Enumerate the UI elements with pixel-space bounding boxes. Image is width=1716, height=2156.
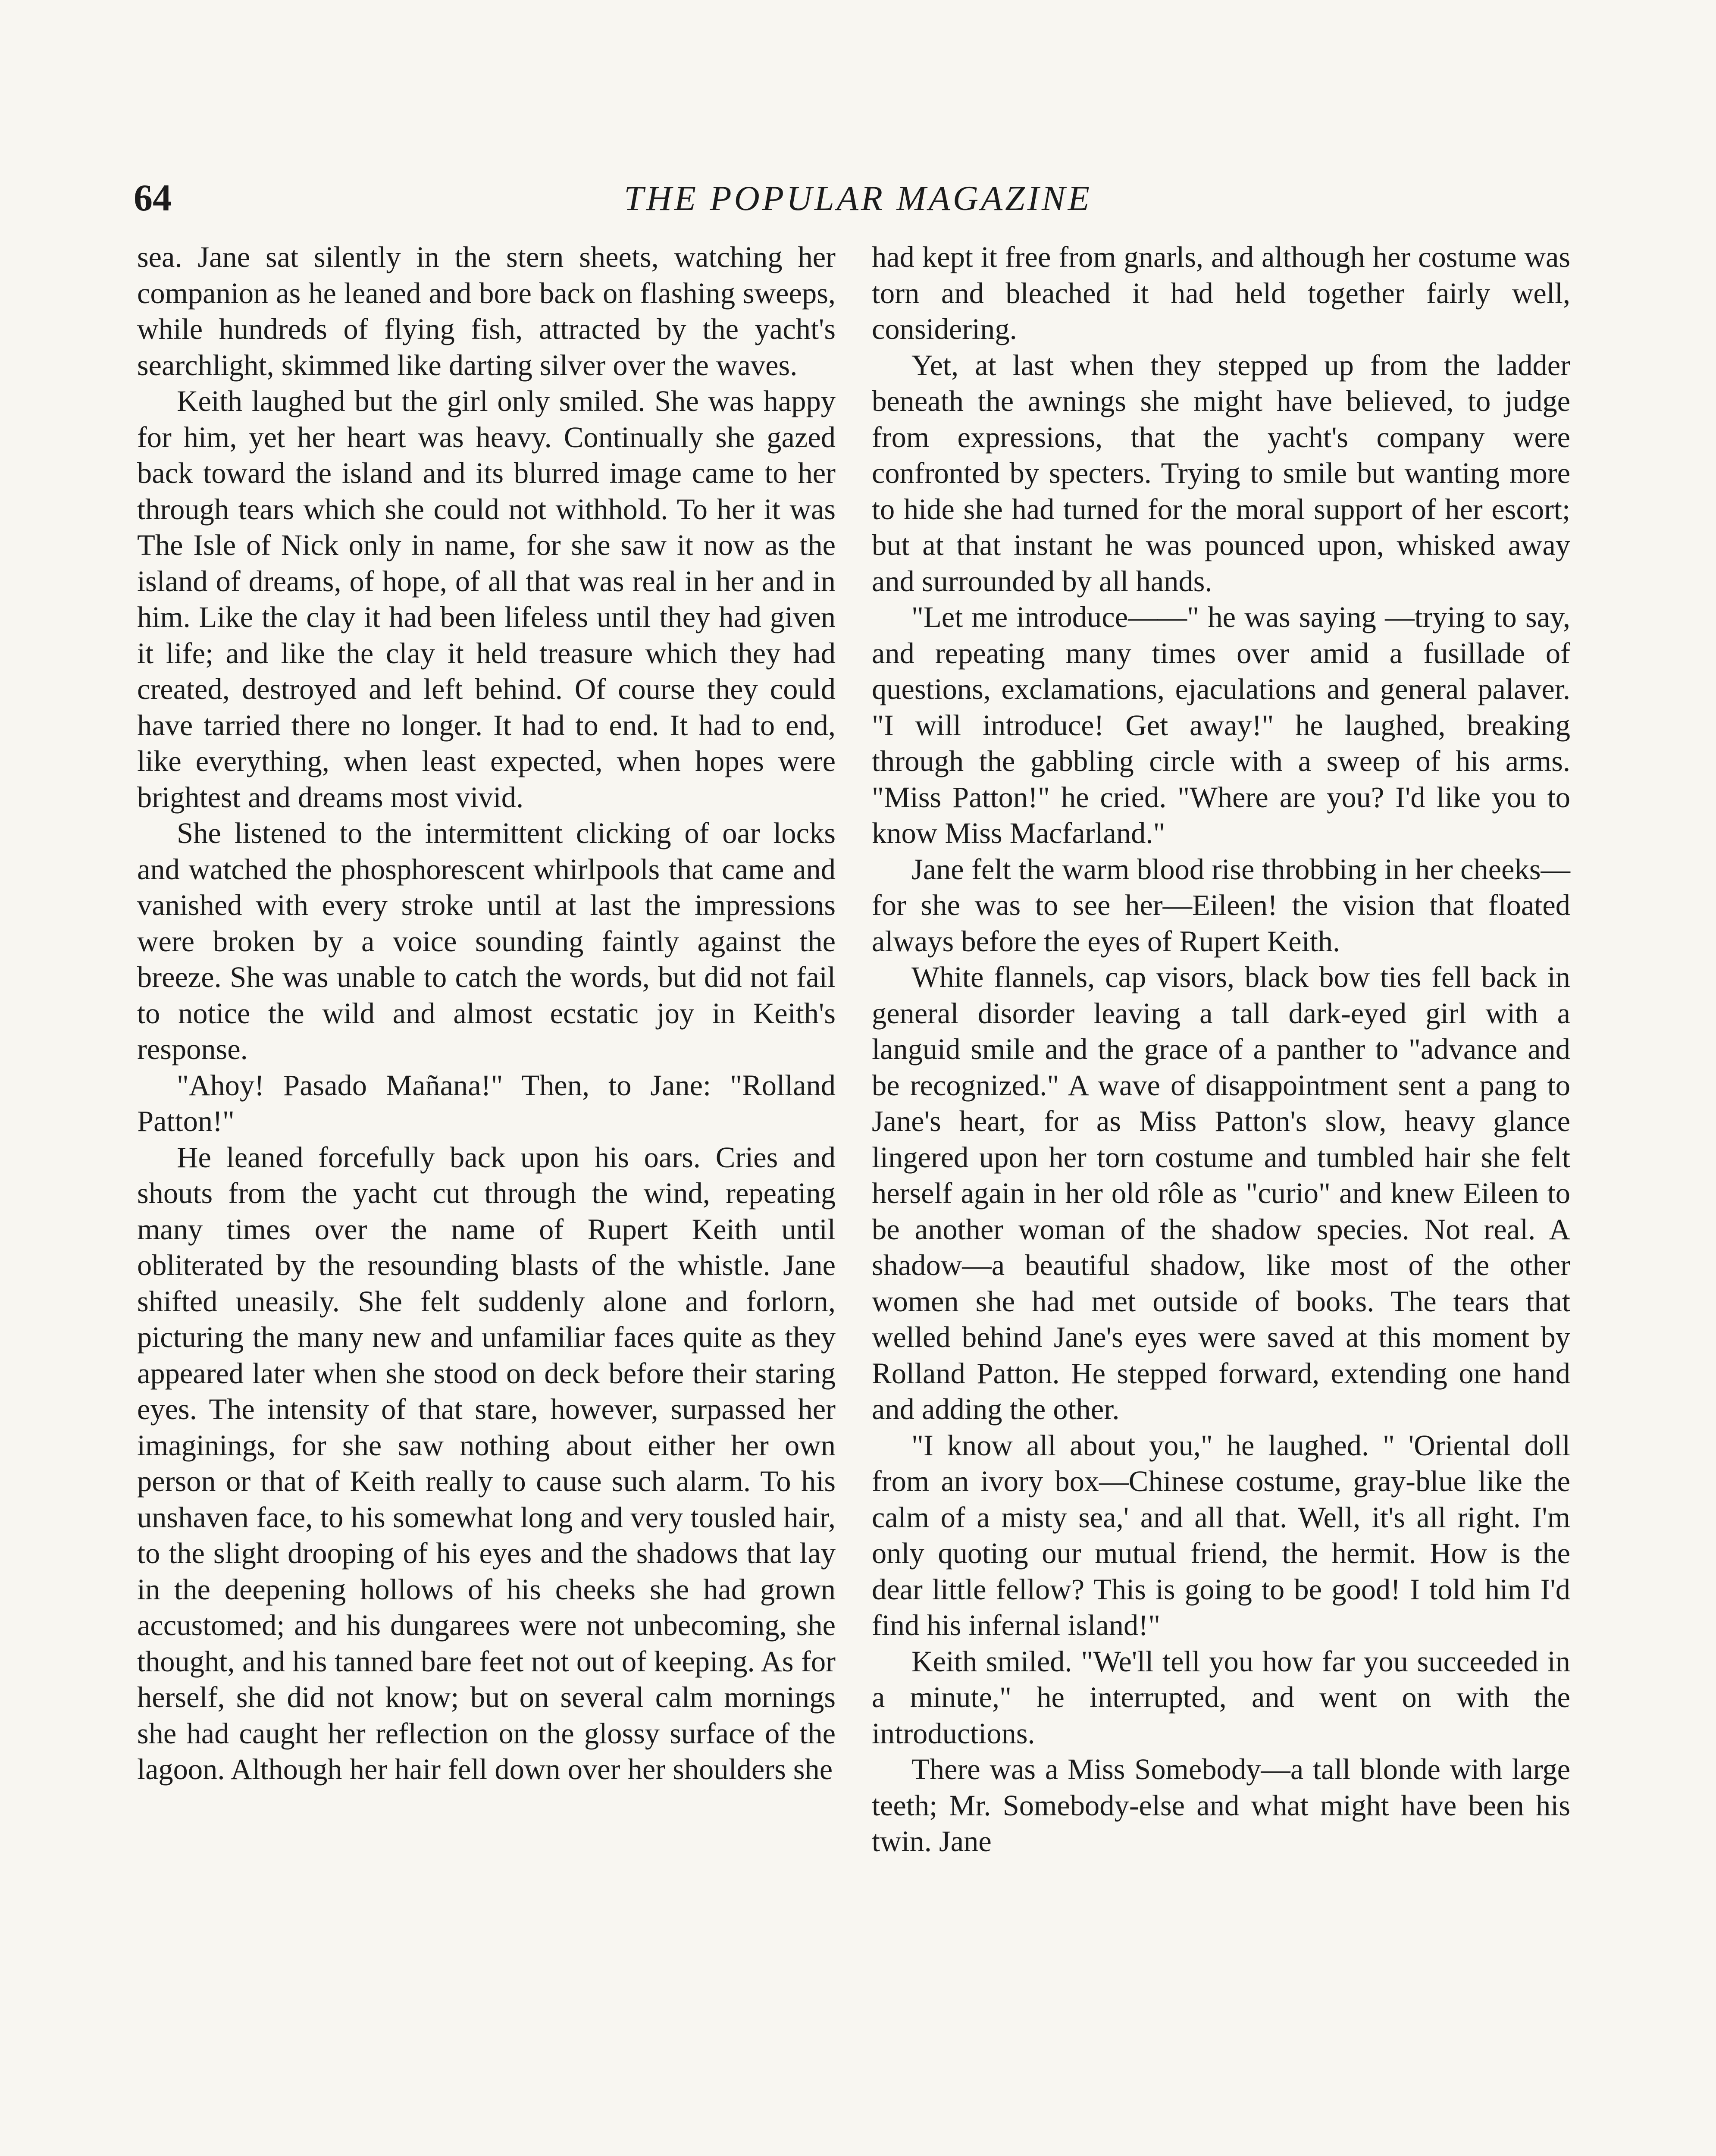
page-number: 64 <box>134 177 172 219</box>
paragraph: Jane felt the warm blood rise throbbing in her cheeks—for she was to see her—Eileen! the vision that floated always before the eyes of Rupert Keith. <box>872 852 1570 958</box>
paragraph: Keith laughed but the girl only smiled. She was happy for him, yet her heart was heavy. Continually she gazed back toward the island and its blurred image came to her through tears which she could not withhold. To her it was The Isle of Nick only in name, for she saw it now as the island of dreams, of hope, of all that was real in her and in him. Like the clay it had been lifeless until they had given it life; and like the clay it held treasure which they had created, destroyed and left behind. Of course they could have tarried there no longer. It had to end. It had to end, like everything, when least expected, when hopes were brightest and dreams most vivid. <box>137 385 836 814</box>
paragraph: "I know all about you," he laughed. " 'Oriental doll from an ivory box—Chinese costume, gray-blue like the calm of a misty sea,' and all that. Well, it's all right. I'm only quoting our mutual friend, the hermit. How is the dear little fellow? This is going to be good! I told him I'd find his infernal island!" <box>872 1429 1570 1642</box>
paragraph: had kept it free from gnarls, and although her costume was torn and bleached it had held together fairly well, considering. <box>872 241 1570 345</box>
running-title: THE POPULAR MAGAZINE <box>624 179 1092 218</box>
paragraph: sea. Jane sat silently in the stern sheets, watching her companion as he leaned and bore back on flashing sweeps, while hundreds of flying fish, attracted by the yacht's searchlight, skimmed like darting silver over the waves. <box>137 241 836 382</box>
paragraph: Keith smiled. "We'll tell you how far you succeeded in a minute," he interrupted, and went on with the introductions. <box>872 1645 1570 1750</box>
paragraph: Yet, at last when they stepped up from the ladder beneath the awnings she might have believed, to judge from expressions, that the yacht's company were confronted by specters. Trying to smile but wanting more to hide she had turned for the moral support of her escort; but at that instant he was pounced upon, whisked away and surrounded by all hands. <box>872 348 1570 598</box>
paragraph: There was a Miss Somebody—a tall blonde with large teeth; Mr. Somebody-else and what might have been his twin. Jane <box>872 1753 1570 1858</box>
paragraph: "Ahoy! Pasado Mañana!" Then, to Jane: "Rolland Patton!" <box>137 1069 836 1138</box>
paragraph: He leaned forcefully back upon his oars. Cries and shouts from the yacht cut through the wind, repeating many times over the name of Rupert Keith until obliterated by the resounding blasts of the whistle. Jane shifted uneasily. She felt suddenly alone and forlorn, picturing the many new and unfamiliar faces quite as they appeared later when she stood on deck before their staring eyes. The intensity of that stare, however, surpassed her imaginings, for she saw nothing about either her own person or that of Keith really to cause such alarm. To his unshaven face, to his somewhat long and very tousled hair, to the slight drooping of his eyes and the shadows that lay in the deepening hollows of his cheeks she had grown accustomed; and his dungarees were not unbecoming, she thought, and his tanned bare feet not out of keeping. As for herself, she did not know; but on several calm mornings she had caught her reflection on the glossy surface of the lagoon. Although her hair fell down over her shoulders she <box>137 1141 836 1786</box>
left-column <box>137 239 836 1788</box>
paragraph: White flannels, cap visors, black bow ties fell back in general disorder leaving a tall dark-eyed girl with a languid smile and the grace of a panther to "advance and be recognized." A wave of disappointment sent a pang to Jane's heart, for as Miss Patton's slow, heavy glance lingered upon her torn costume and tumbled hair she felt herself again in her old rôle as "curio" and knew Eileen to be another woman of the shadow species. Not real. A shadow—a beautiful shadow, like most of the other women she had met outside of books. The tears that welled behind Jane's eyes were saved at this moment by Rolland Patton. He stepped forward, extending one hand and adding the other. <box>872 961 1570 1426</box>
page-header <box>0 170 1716 226</box>
right-column <box>872 239 1570 1860</box>
paragraph: She listened to the intermittent clicking of oar locks and watched the phosphorescent whirlpools that came and vanished with every stroke until at last the impressions were broken by a voice sounding faintly against the breeze. She was unable to catch the words, but did not fail to notice the wild and almost ecstatic joy in Keith's response. <box>137 817 836 1065</box>
paragraph: "Let me introduce——" he was saying —trying to say, and repeating many times over amid a fusillade of questions, exclamations, ejaculations and general palaver. "I will introduce! Get away!" he laughed, breaking through the gabbling circle with a sweep of his arms. "Miss Patton!" he cried. "Where are you? I'd like you to know Miss Macfarland." <box>872 601 1570 849</box>
